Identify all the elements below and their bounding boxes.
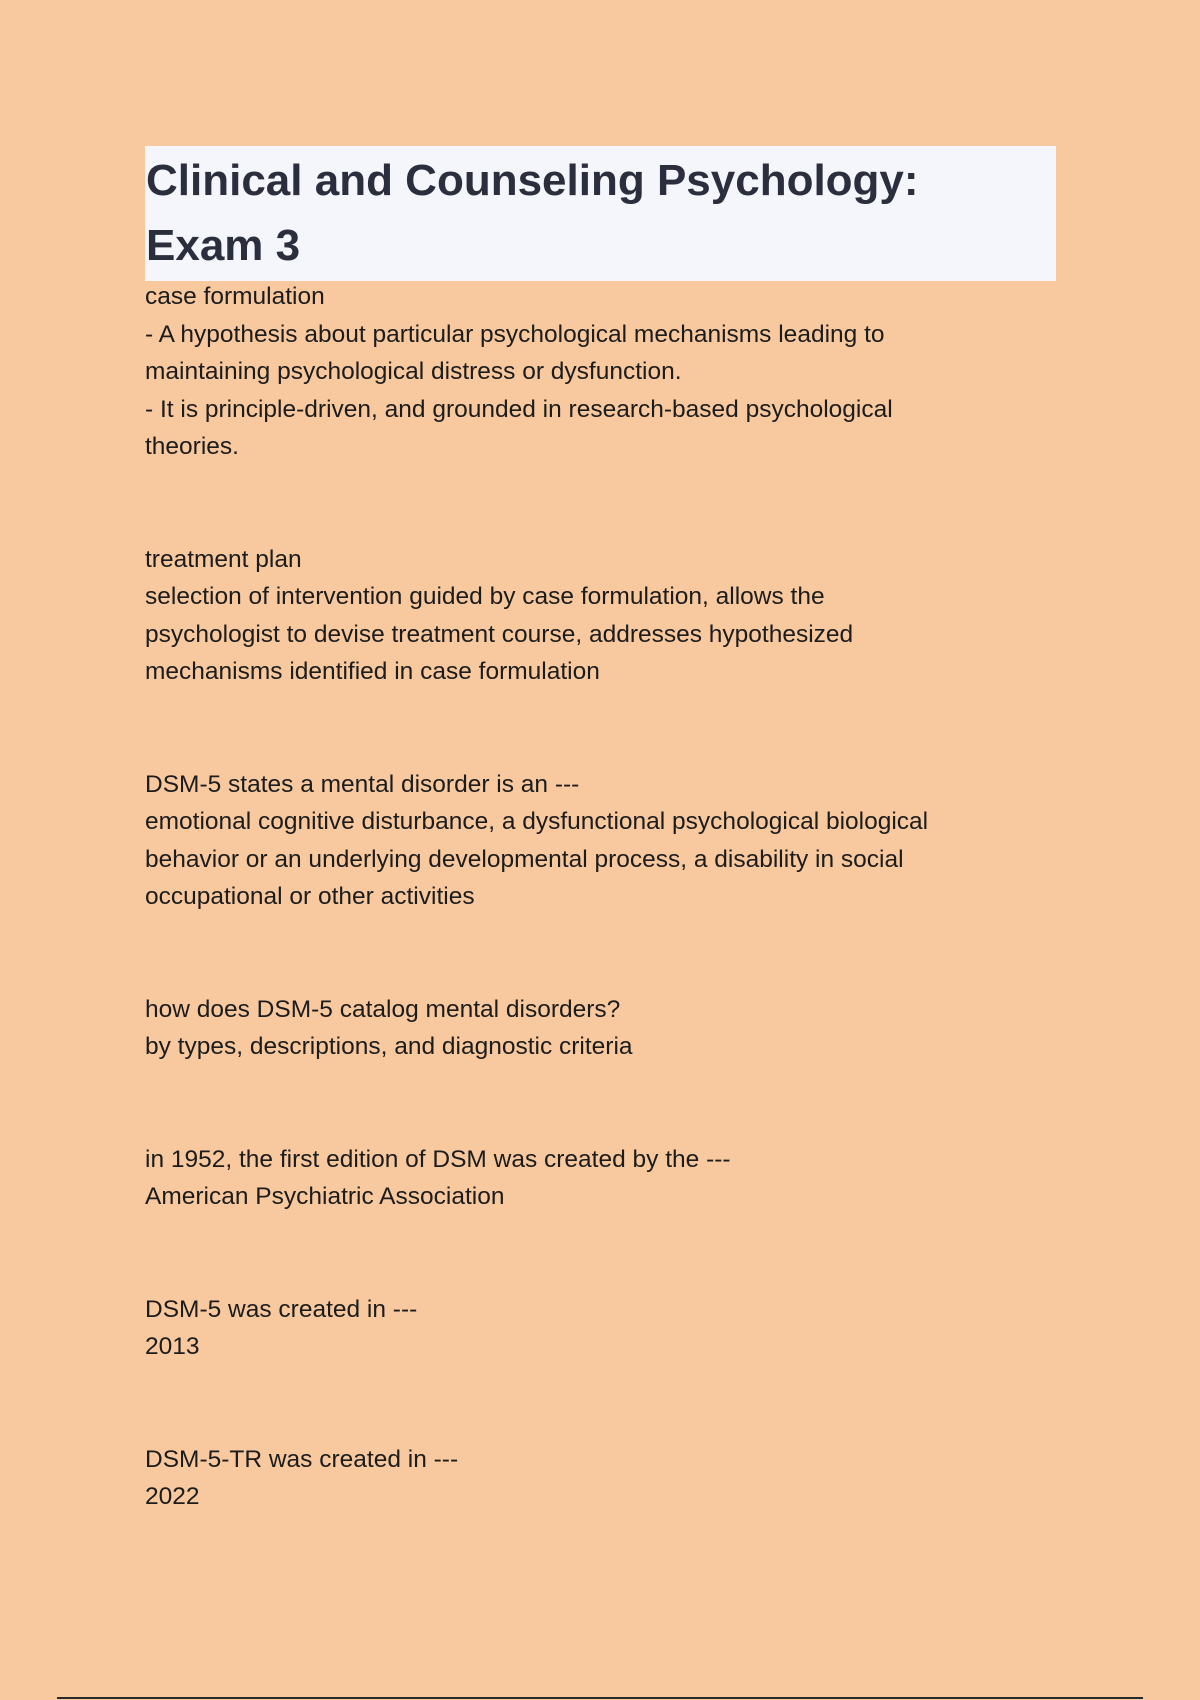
flashcard-term: DSM-5-TR was created in --- (145, 1445, 459, 1473)
flashcard (145, 1141, 1075, 1216)
flashcard-definition: American Psychiatric Association (145, 1183, 505, 1210)
flashcard-definition: selection of intervention guided by case formulation, allows the psychologist to devise treatment course, addresses hypothesized mechanisms identified in case formulation (145, 583, 854, 685)
flashcard-term: case formulation (145, 283, 325, 310)
flashcard (145, 1441, 1075, 1516)
flashcard-definition: by types, descriptions, and diagnostic criteria (145, 1033, 633, 1060)
flashcard (145, 278, 1075, 466)
document-title (146, 146, 1056, 278)
title-banner (145, 146, 1056, 281)
flashcard-term: treatment plan (145, 545, 302, 573)
title-line-2: Exam 3 (146, 221, 301, 270)
flashcard (145, 991, 1075, 1066)
flashcard (145, 766, 1075, 916)
flashcard-term: how does DSM-5 catalog mental disorders? (145, 995, 621, 1023)
footer-divider (57, 1697, 1143, 1699)
flashcard (145, 1291, 1075, 1366)
flashcard-term: DSM-5 was created in --- (145, 1295, 418, 1323)
title-line-1: Clinical and Counseling Psychology: (146, 156, 919, 205)
flashcard-definition: 2022 (145, 1483, 200, 1510)
flashcard-definition: 2013 (145, 1333, 200, 1360)
flashcard-definition: emotional cognitive disturbance, a dysfunctional psychological biological behavior or an underlying developmental process, a disability in social occupational or other activities (145, 808, 929, 910)
flashcard-list (145, 278, 1075, 1516)
flashcard-term: in 1952, the first edition of DSM was created by the --- (145, 1145, 731, 1173)
flashcard (145, 541, 1075, 691)
flashcard-term: DSM-5 states a mental disorder is an --- (145, 770, 580, 798)
flashcard-definition: - A hypothesis about particular psychological mechanisms leading to maintaining psychological distress or dysfunction. - It is principle-driven, and grounded in research-based psychological theories. (145, 320, 893, 460)
